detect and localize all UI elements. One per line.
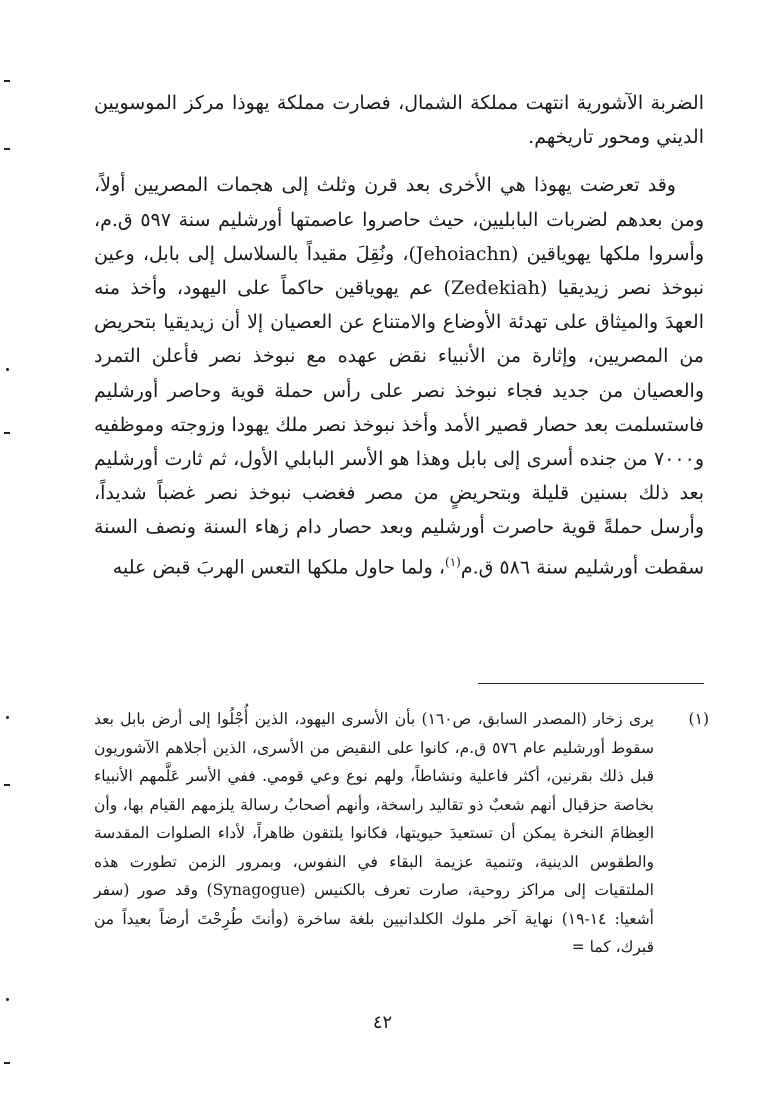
footnote-divider [478, 683, 704, 684]
paragraph-text-end: ، ولما حاول ملكها التعس الهربَ قبض عليه [112, 555, 445, 578]
footnote-text: يرى زخار (المصدر السابق، ص١٦٠) بأن الأسرى اليهود، الذين أُجْلُوا إلى أرض بابل بعد سقوط أورشليم عام ٥٧٦ ق.م، كانوا على النقيض من الأسرى، الذين أجلاهم الآشوريون قبل ذلك بقرنين، أكثر فاعلية ونشاطاً، ولهم نوع وعي قومي. ففي الأسر عَلَّمهم الأنبياء بخاصة حزقيال أنهم شعبٌ ذو تقاليد راسخة، وأنهم أصحابُ رسالة يلزمهم القيام بها، وأن العِظامَ النخرة يمكن أن تستعيدَ حيويتها، فكانوا يلتقون ظاهراً، لأداء الصلوات المقدسة والطقوس الدينية، وتنمية عزيمة البقاء في النفوس، وبمرور الزمن تطورت هذه الملتقيات إلى مراكز روحية، صارت تعرف بالكنيس (Synagogue) وقد صور (سفر أشعيا: ١٤-١٩) نهاية آخر ملوك الكلدانيين بلغة ساخرة (وأنتَ طُرِحْتَ أرضاً بعيداً من قبرك، كما = [94, 710, 654, 956]
margin-dot [6, 998, 9, 1001]
margin-mark [4, 784, 10, 786]
main-text [94, 86, 704, 584]
paragraph: الضربة الآشورية انتهت مملكة الشمال، فصارت مملكة يهوذا مركز الموسويين الديني ومحور تاريخهم. [94, 92, 704, 149]
footnote-reference: (١) [445, 554, 461, 569]
margin-mark [4, 148, 10, 150]
paragraph [94, 168, 704, 584]
page-number: ٤٢ [372, 1012, 393, 1033]
margin-dot [6, 716, 9, 719]
margin-mark [4, 80, 10, 82]
paragraph-text: وقد تعرضت يهوذا هي الأخرى بعد قرن وثلث إلى هجمات المصريين أولاً، ومن بعدهم لضربات البابليين، حيث حاصروا عاصمتها أورشليم سنة ٥٩٧ ق.م، وأسروا ملكها يهوياقين (Jehoiachn)، ونُقِلَ مقيداً بالسلاسل إلى بابل، وعين نبوخذ نصر زيديقيا (Zedekiah) عم يهوياقين حاكماً على اليهود، وأخذ منه العهدَ والميثاق على تهدئة الأوضاع والامتناع عن العصيان إلا أن زيديقيا بتحريض من المصريين، وإثارة من الأنبياء نقض عهده مع نبوخذ نصر فأعلن التمرد والعصيان من جديد فجاء نبوخذ نصر على رأس حملة قوية وحاصر أورشليم فاستسلمت بعد حصار قصير الأمد وأخذ نبوخذ نصر ملك يهودا وزوجته وموظفيه و٧٠٠٠ من جنده أسرى إلى بابل وهذا هو الأسر البابلي الأول، ثم ثارت أورشليم بعد ذلك بسنين قليلة وبتحريضٍ من مصر فغضب نبوخذ نصر غضباً شديداً، وأرسل حملةً قوية حاصرت أورشليم وبعد حصار دام زهاء السنة ونصف السنة سقطت أورشليم سنة ٥٨٦ ق.م [94, 174, 705, 578]
margin-mark [4, 1062, 10, 1064]
margin-mark [4, 432, 10, 434]
footnote-number: (١) [688, 710, 709, 728]
margin-dot [6, 368, 9, 371]
